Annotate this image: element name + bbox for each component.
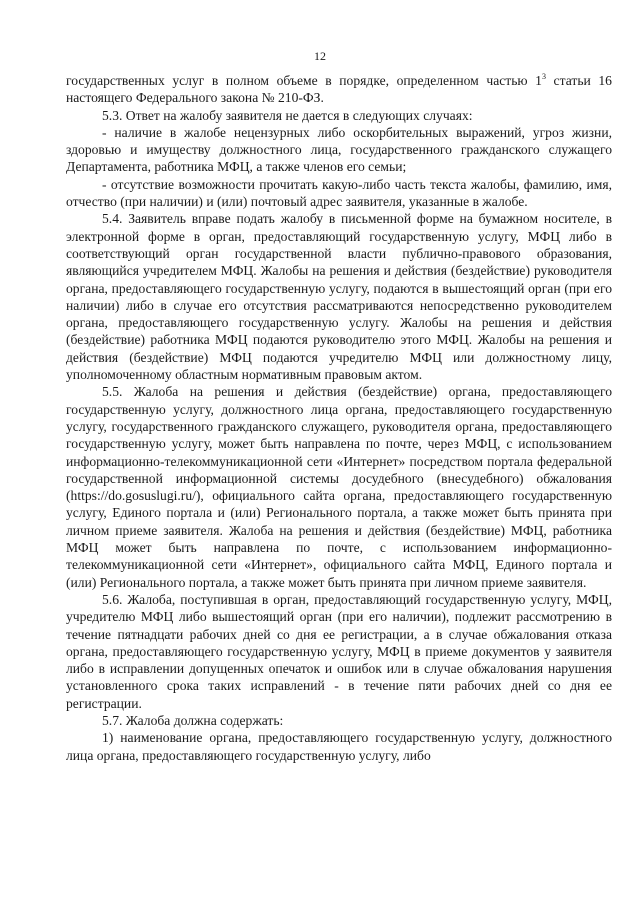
paragraph-5-6: 5.6. Жалоба, поступившая в орган, предоставляющий государственную услугу, МФЦ, учредителю МФЦ либо вышестоящий орган (при его наличии), подлежит рассмотрению в течение пятнадцати рабочих дней со дня ее регистрации, а в случае обжалования отказа органа, предоставляющего государственную услугу, МФЦ в приеме документов у заявителя либо в исправлении допущенных опечаток и ошибок или в случае обжалования нарушения установленного срока таких исправлений - в течение пяти рабочих дней со дня ее регистрации.: [66, 591, 612, 711]
list-item: - отсутствие возможности прочитать какую-либо часть текста жалобы, фамилию, имя, отчество (при наличии) и (или) почтовый адрес заявителя, указанные в жалобе.: [66, 176, 612, 210]
list-item: 1) наименование органа, предоставляющего государственную услугу, должностного лица органа, предоставляющего государственную услугу, либо: [66, 730, 612, 763]
superscript: 3: [541, 72, 546, 81]
paragraph-text: государственных услуг в полном объеме в порядке, определенном частью 1: [66, 73, 542, 88]
paragraph-5-3: 5.3. Ответ на жалобу заявителя не дается в следующих случаях:: [102, 107, 473, 123]
document-body: [66, 72, 612, 764]
paragraph-5-7: 5.7. Жалоба должна содержать:: [102, 712, 284, 728]
paragraph-text: статьи 16 настоящего Федерального закона № 210-ФЗ.: [66, 73, 612, 106]
paragraph-5-4: 5.4. Заявитель вправе подать жалобу в письменной форме на бумажном носителе, в электронной форме в орган, предоставляющий государственную услугу, МФЦ либо в соответствующий орган государственной власти публично-правового образования, являющийся учредителем МФЦ. Жалобы на решения и действия (бездействие) руководителя органа, предоставляющего государственную услугу, подаются в вышестоящий орган (при его наличии) либо в случае его отсутствия рассматриваются непосредственно руководителем органа, предоставляющего государственную услугу. Жалобы на решения и действия (бездействие) работника МФЦ подаются руководителю этого МФЦ. Жалобы на решения и действия (бездействие) МФЦ подаются учредителю МФЦ или должностному лицу, уполномоченному областным нормативным правовым актом.: [66, 211, 612, 383]
paragraph-continuation: [66, 72, 612, 107]
page-number: 12: [314, 49, 326, 63]
paragraph-5-5: 5.5. Жалоба на решения и действия (бездействие) органа, предоставляющего государственную услугу, должностного лица органа, предоставляющего государственную услугу, государственного гражданского служащего, руководителя органа, предоставляющего государственную услугу, может быть направлена по почте, через МФЦ, с использованием информационно-телекоммуникационной сети «Интернет» посредством портала федеральной государственной информационной системы досудебного (внесудебного) обжалования (https://do.gosuslugi.ru/), официального сайта органа, предоставляющего государственную услугу, Единого портала и (или) Регионального портала, а также может быть принята при личном приеме заявителя. Жалоба на решения и действия (бездействие) МФЦ, работника МФЦ может быть направлена по почте, с использованием информационно-телекоммуникационной сети «Интернет», официального сайта МФЦ, Единого портала и (или) Регионального портала, а также может быть принята при личном приеме заявителя.: [66, 384, 612, 590]
list-item: - наличие в жалобе нецензурных либо оскорбительных выражений, угроз жизни, здоровью и имуществу должностного лица, государственного гражданского служащего Департамента, работника МФЦ, а также членов его семьи;: [66, 124, 612, 175]
